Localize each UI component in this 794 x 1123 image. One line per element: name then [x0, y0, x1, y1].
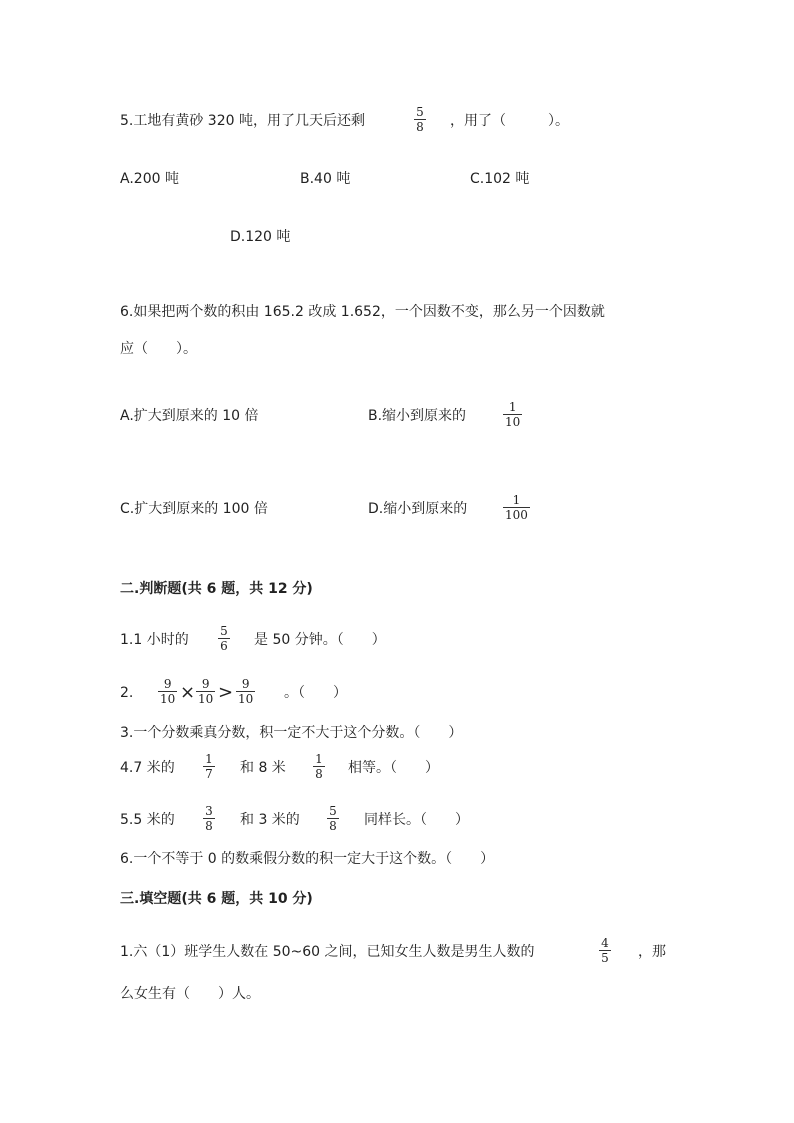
- j2-f2-den: 10: [198, 692, 214, 706]
- j2-f3-den: 10: [238, 692, 254, 706]
- q6-option-b-fraction: [503, 400, 522, 429]
- j1-text-b: 是 50 分钟。（ ）: [254, 632, 386, 648]
- j1-text-a: 1.1 小时的: [120, 632, 189, 648]
- j2-text-a: 2.: [120, 685, 134, 701]
- j4-f1-num: 1: [205, 752, 213, 766]
- j2-f2-num: 9: [201, 677, 210, 691]
- j1-frac-den: 6: [220, 639, 228, 653]
- q6-b-frac-den: 10: [505, 415, 521, 429]
- j5-f2-num: 5: [329, 804, 337, 818]
- q6-option-d: D.缩小到原来的: [368, 501, 468, 517]
- j2-f1-num: 9: [163, 677, 172, 691]
- j5-f1-num: 3: [205, 804, 213, 818]
- q5-text-b: ，用了（ ）。: [450, 113, 569, 129]
- j4-fraction-2: [313, 752, 325, 781]
- j2-text-b: 。（ ）: [284, 685, 347, 701]
- q5-text-a: 5.工地有黄砂 320 吨，用了几天后还剩: [120, 113, 365, 129]
- j4-text-a: 4.7 米的: [120, 760, 175, 776]
- j3-text: 3.一个分数乘真分数，积一定不大于这个分数。（ ）: [120, 725, 463, 741]
- q5-option-c: C.102 吨: [470, 171, 530, 187]
- f1-fraction: [599, 936, 611, 965]
- q5-fraction: [414, 105, 426, 134]
- j4-f1-den: 7: [205, 767, 213, 781]
- q6-d-frac-den: 100: [505, 508, 528, 522]
- j2-fraction-2: [196, 677, 215, 706]
- q6-option-c: C.扩大到原来的 100 倍: [120, 501, 268, 517]
- q5-option-a: A.200 吨: [120, 171, 179, 187]
- j5-f1-den: 8: [205, 819, 213, 833]
- section-3-title: 三.填空题(共 6 题，共 10 分): [120, 891, 313, 907]
- q6-option-d-fraction: [503, 493, 530, 522]
- j5-fraction-1: [203, 804, 215, 833]
- j6-text: 6.一个不等于 0 的数乘假分数的积一定大于这个数。（ ）: [120, 851, 495, 867]
- j5-fraction-2: [327, 804, 339, 833]
- j4-fraction-1: [203, 752, 215, 781]
- q6-d-frac-num: 1: [512, 493, 521, 507]
- f1-frac-den: 5: [601, 951, 609, 965]
- f1-line-2: 么女生有（ ）人。: [120, 986, 260, 1002]
- f1-tail: ，那: [638, 944, 666, 960]
- j2-fraction-1: [158, 677, 177, 706]
- j4-text-b: 和 8 米: [240, 760, 286, 776]
- q6-option-b: B.缩小到原来的: [368, 408, 467, 424]
- j2-fraction-3: [236, 677, 255, 706]
- q5-option-b: B.40 吨: [300, 171, 351, 187]
- j5-text-a: 5.5 米的: [120, 812, 175, 828]
- j1-fraction: [218, 624, 230, 653]
- q6-option-a: A.扩大到原来的 10 倍: [120, 408, 259, 424]
- q6-line-2: 应（ ）。: [120, 341, 197, 357]
- j4-f2-num: 1: [315, 752, 323, 766]
- q5-frac-num: 5: [416, 105, 424, 119]
- j2-f1-den: 10: [160, 692, 176, 706]
- q5-frac-den: 8: [416, 120, 424, 134]
- j4-text-c: 相等。（ ）: [348, 760, 439, 776]
- q6-b-frac-num: 1: [508, 400, 517, 414]
- j5-text-b: 和 3 米的: [240, 812, 300, 828]
- j2-greater-sign: >: [218, 682, 234, 703]
- j2-f3-num: 9: [241, 677, 250, 691]
- j2-times-sign: ×: [180, 682, 196, 703]
- q5-option-d: D.120 吨: [230, 229, 291, 245]
- j1-frac-num: 5: [220, 624, 228, 638]
- j4-f2-den: 8: [315, 767, 323, 781]
- q6-line-1: 6.如果把两个数的积由 165.2 改成 1.652，一个因数不变，那么另一个因数就: [120, 304, 605, 320]
- j5-text-c: 同样长。（ ）: [364, 812, 469, 828]
- f1-line-1: 1.六（1）班学生人数在 50~60 之间，已知女生人数是男生人数的: [120, 944, 535, 960]
- j5-f2-den: 8: [329, 819, 337, 833]
- section-2-title: 二.判断题(共 6 题，共 12 分): [120, 581, 313, 597]
- f1-frac-num: 4: [601, 936, 609, 950]
